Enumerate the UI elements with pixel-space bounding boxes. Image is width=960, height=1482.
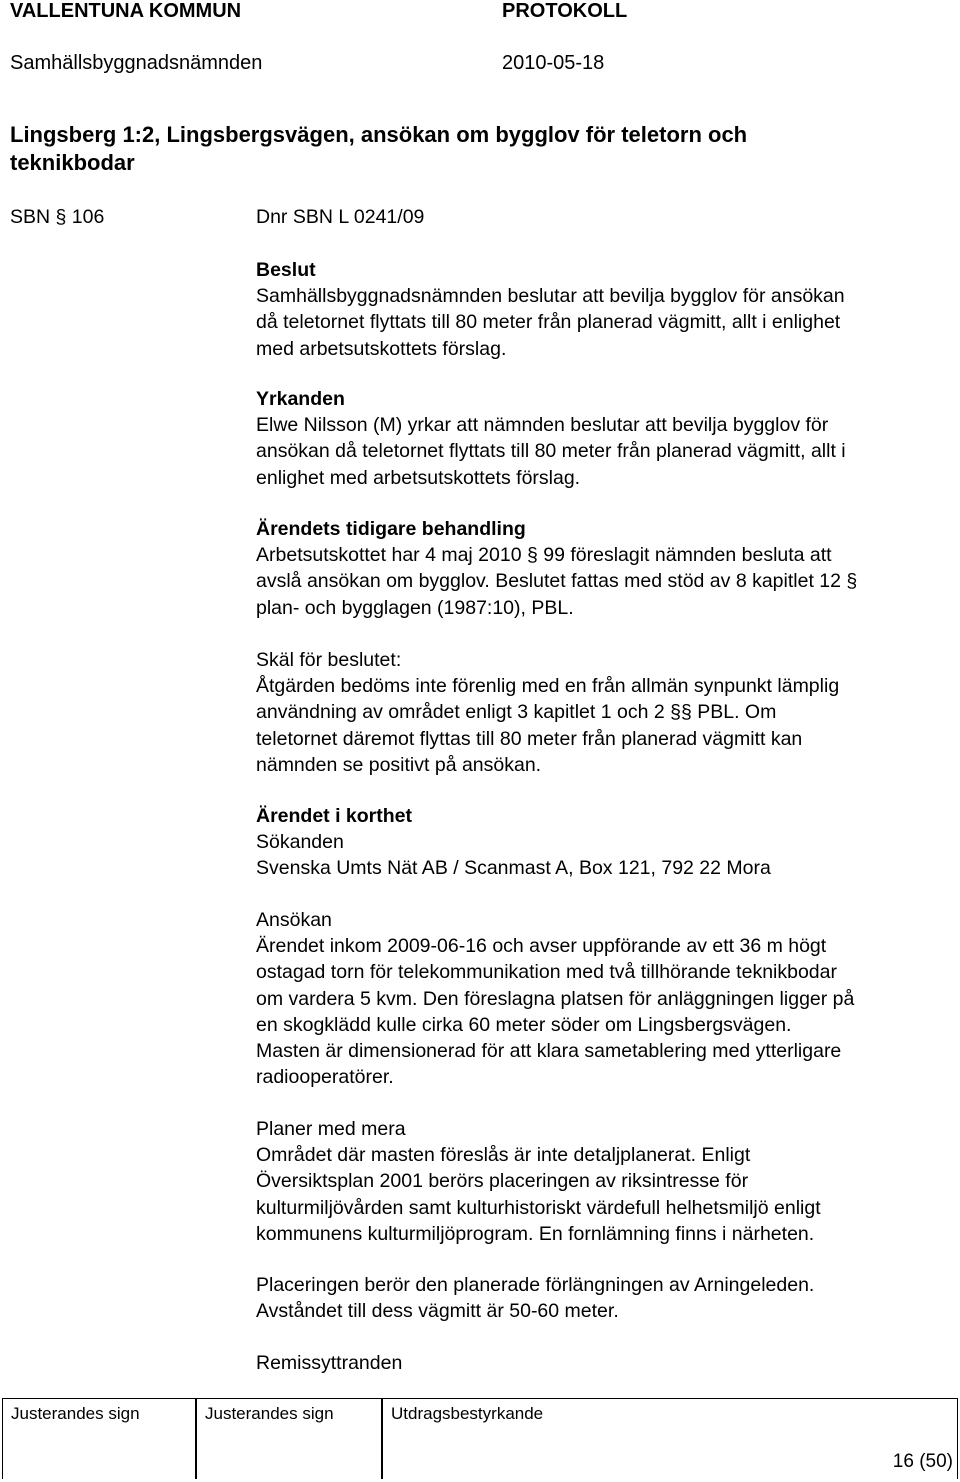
planer-line: kulturmiljövården samt kulturhistoriskt värdefull helhetsmiljö enligt	[256, 1196, 821, 1219]
skal-heading: Skäl för beslutet:	[256, 649, 402, 671]
title-line-2: teknikbodar	[10, 150, 135, 175]
ansokan-section	[256, 907, 956, 1090]
beslut-line: då teletornet flyttats till 80 meter från planerad vägmitt, allt i enlighet	[256, 311, 841, 334]
skal-line: Åtgärden bedöms inte förenlig med en från allmän synpunkt lämplig	[256, 675, 840, 698]
planer-line: kommunens kulturmiljöprogram. En fornlämning finns i närheten.	[256, 1222, 815, 1245]
sign-label-1: Justerandes sign	[11, 1404, 140, 1423]
sign-box-2	[196, 1399, 382, 1479]
signature-footer	[2, 1398, 958, 1481]
extract-label: Utdragsbestyrkande	[391, 1404, 544, 1423]
tidigare-line: avslå ansökan om bygglov. Beslutet fattas med stöd av 8 kapitlet 12 §	[256, 570, 858, 593]
skal-section	[256, 647, 956, 778]
remiss-heading: Remissyttranden	[256, 1352, 403, 1374]
case-number: Dnr SBN L 0241/09	[256, 206, 425, 228]
committee-name: Samhällsbyggnadsnämnden	[10, 52, 263, 74]
placering-line: Placeringen berör den planerade förlängningen av Arningeleden.	[256, 1274, 815, 1296]
ansokan-line: en skogklädd kulle cirka 60 meter söder om Lingsbergsvägen.	[256, 1013, 792, 1036]
placering-line: Avståndet till dess vägmitt är 50-60 meter.	[256, 1300, 619, 1323]
ansokan-line: Ärendet inkom 2009-06-16 och avser uppförande av ett 36 m högt	[256, 935, 827, 958]
ansokan-line: Masten är dimensionerad för att klara sametablering med ytterligare	[256, 1040, 842, 1063]
title-line-1: Lingsberg 1:2, Lingsbergsvägen, ansökan om bygglov för teletorn och	[10, 122, 748, 147]
placering-section	[256, 1272, 956, 1324]
tidigare-section	[256, 516, 956, 621]
yrkanden-section	[256, 386, 956, 491]
tidigare-line: Arbetsutskottet har 4 maj 2010 § 99 föreslagit nämnden besluta att	[256, 544, 832, 567]
ansokan-line: ostagad torn för telekommunikation med två tillhörande teknikbodar	[256, 961, 837, 984]
tidigare-heading: Ärendets tidigare behandling	[256, 518, 526, 540]
tidigare-line: plan- och bygglagen (1987:10), PBL.	[256, 596, 574, 619]
extract-box	[382, 1399, 958, 1479]
doc-type: PROTOKOLL	[502, 0, 628, 22]
page-number: 16 (50)	[892, 1451, 953, 1472]
page-title	[10, 121, 747, 177]
yrkanden-heading: Yrkanden	[256, 388, 345, 410]
planer-line: Området där masten föreslås är inte detaljplanerat. Enligt	[256, 1144, 751, 1167]
planer-line: Översiktsplan 2001 berörs placeringen av riksintresse för	[256, 1170, 749, 1193]
ansokan-heading: Ansökan	[256, 909, 332, 931]
remiss-section	[256, 1350, 956, 1376]
meeting-date: 2010-05-18	[502, 52, 605, 74]
yrkanden-line: Elwe Nilsson (M) yrkar att nämnden beslutar att bevilja bygglov för	[256, 414, 829, 437]
beslut-heading: Beslut	[256, 259, 316, 281]
beslut-section	[256, 257, 956, 362]
skal-line: användning av området enligt 3 kapitlet 1 och 2 §§ PBL. Om	[256, 701, 777, 724]
ansokan-line: radiooperatörer.	[256, 1066, 394, 1089]
section-number: SBN § 106	[10, 206, 105, 228]
planer-heading: Planer med mera	[256, 1118, 406, 1140]
beslut-line: Samhällsbyggnadsnämnden beslutar att bevilja bygglov för ansökan	[256, 285, 845, 308]
korthet-section	[256, 803, 956, 882]
sign-box-1	[2, 1399, 196, 1479]
org-name: VALLENTUNA KOMMUN	[10, 0, 242, 22]
sokanden-label: Sökanden	[256, 831, 344, 854]
korthet-heading: Ärendet i korthet	[256, 805, 413, 827]
sokanden-value: Svenska Umts Nät AB / Scanmast A, Box 121, 792 22 Mora	[256, 857, 771, 880]
planer-section	[256, 1116, 956, 1247]
yrkanden-line: ansökan då teletornet flyttats till 80 meter från planerad vägmitt, allt i	[256, 440, 846, 463]
skal-line: teletornet däremot flyttas till 80 meter från planerad vägmitt kan	[256, 727, 803, 750]
beslut-line: med arbetsutskottets förslag.	[256, 337, 507, 360]
skal-line: nämnden se positivt på ansökan.	[256, 753, 542, 776]
ansokan-line: om vardera 5 kvm. Den föreslagna platsen för anläggningen ligger på	[256, 987, 855, 1010]
sign-label-2: Justerandes sign	[205, 1404, 334, 1423]
yrkanden-line: enlighet med arbetsutskottets förslag.	[256, 466, 581, 489]
